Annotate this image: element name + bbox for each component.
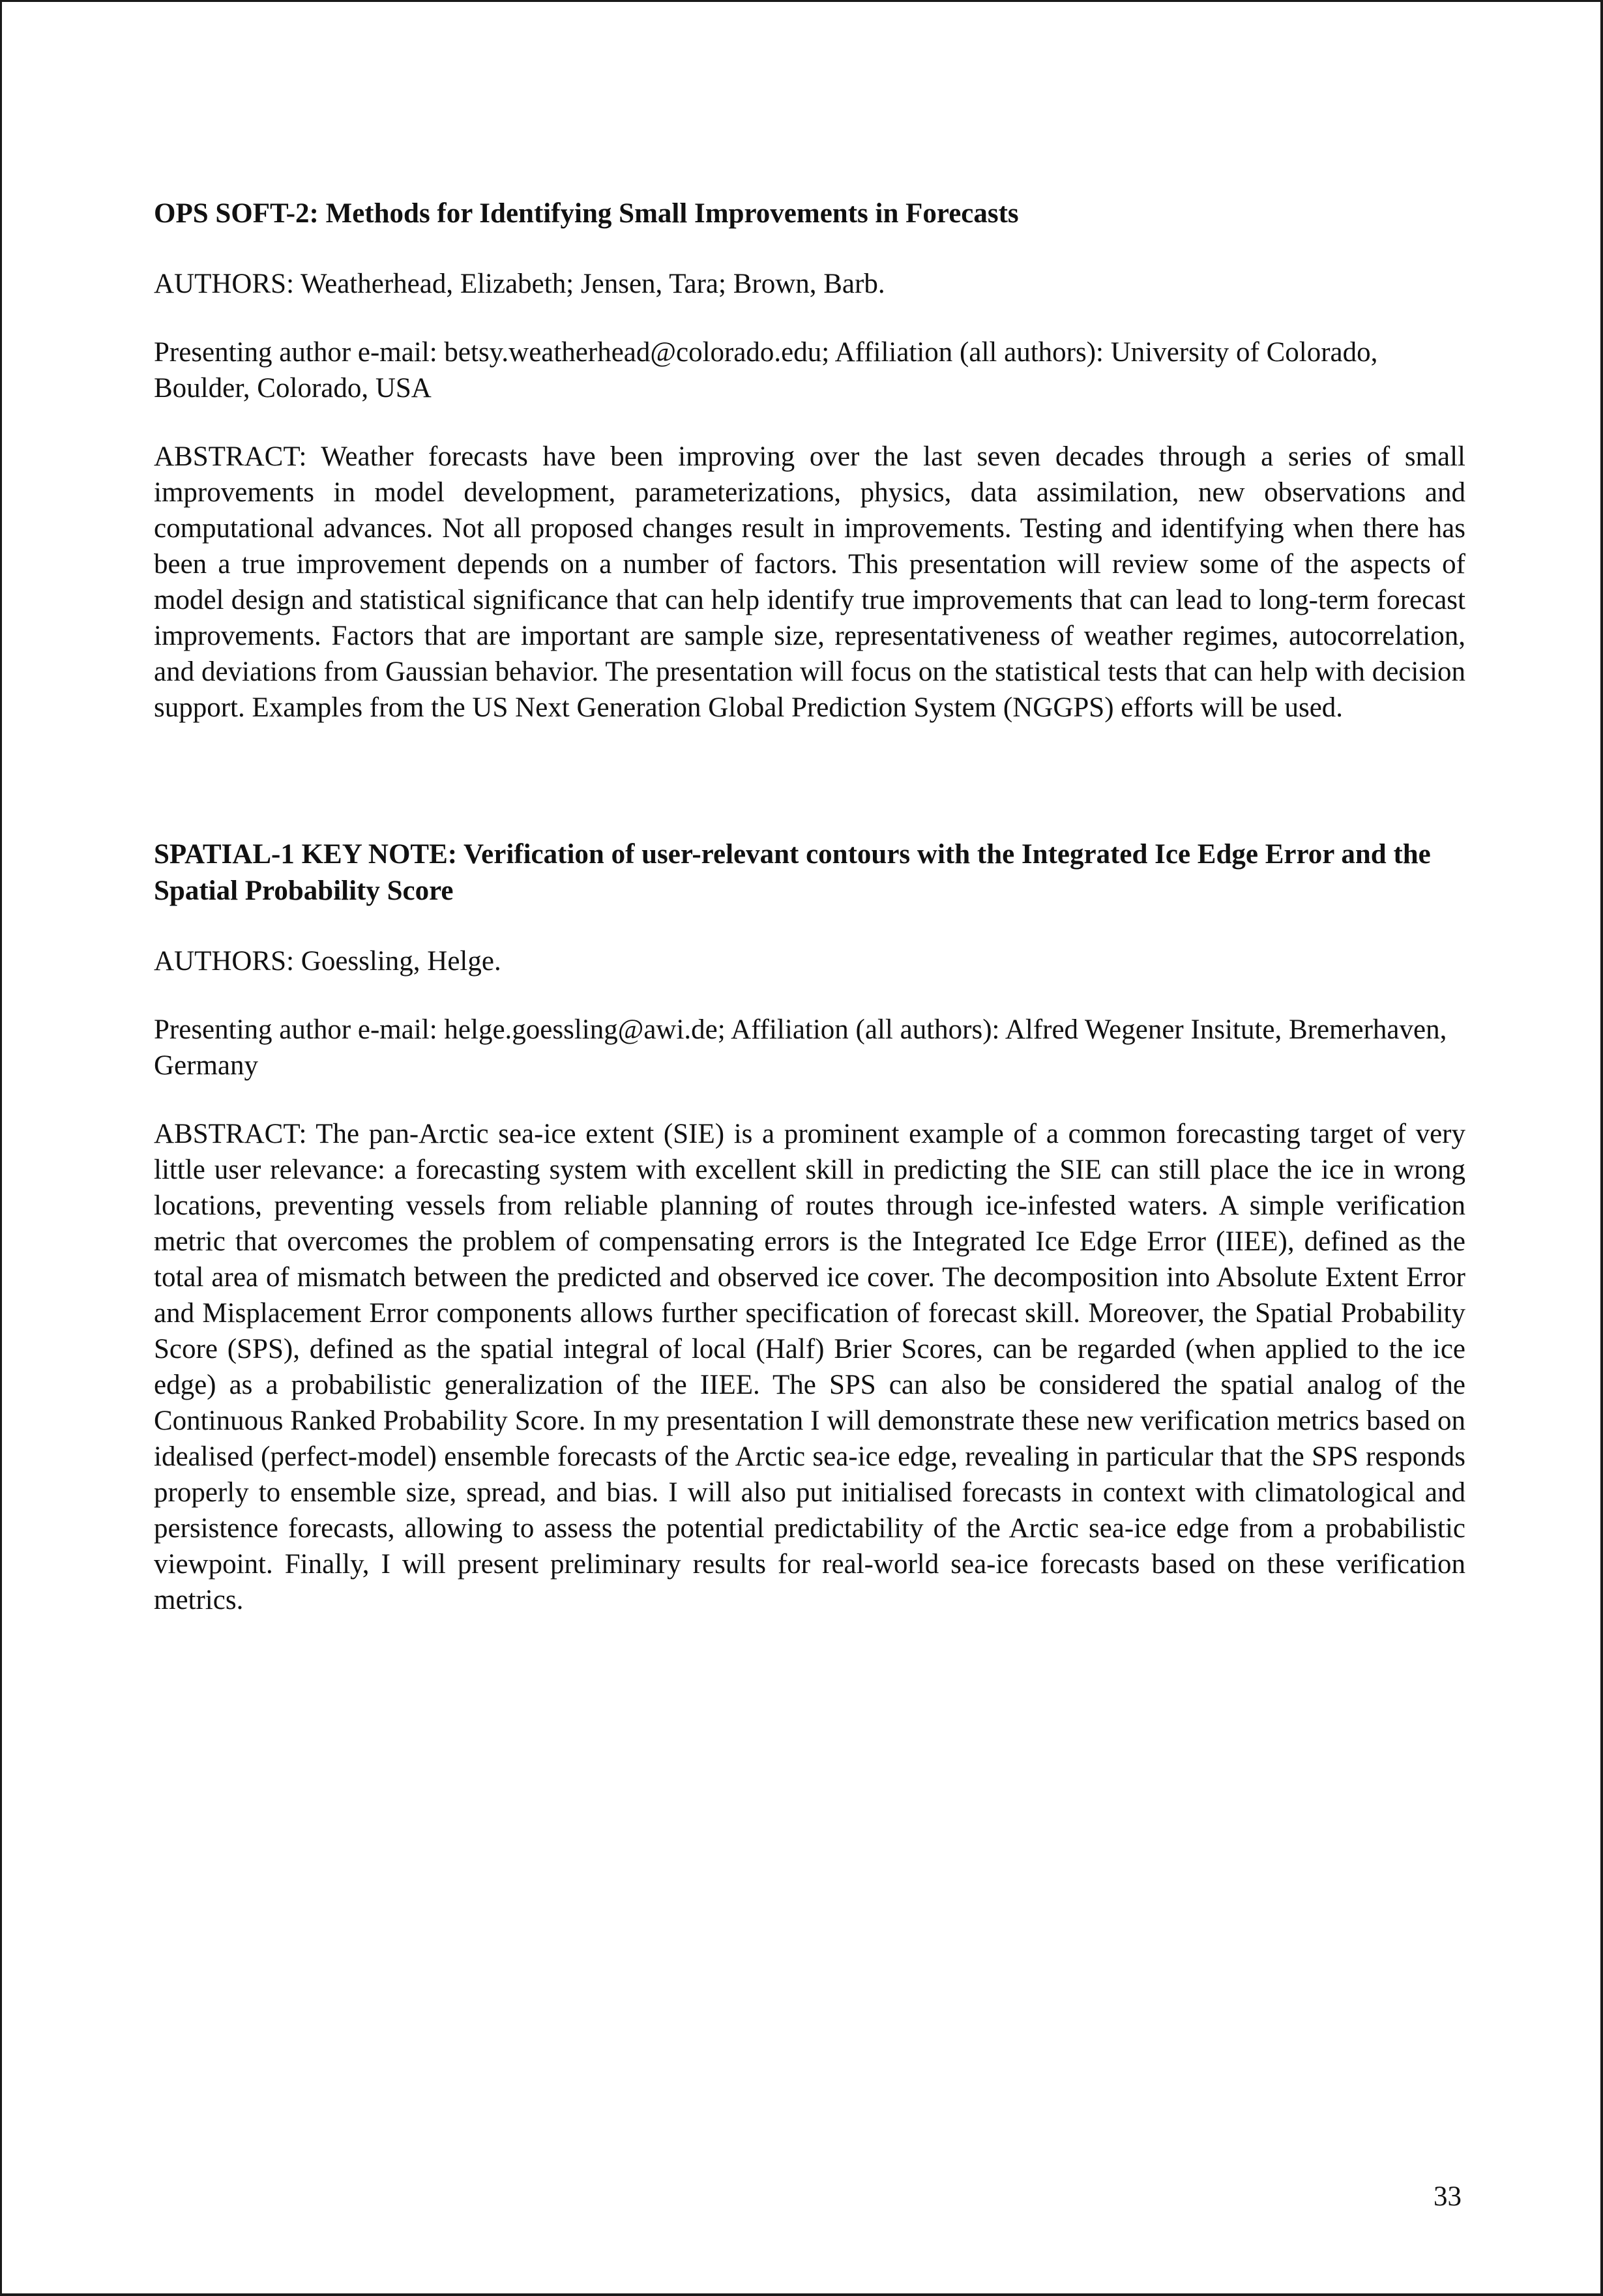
entry-title: SPATIAL-1 KEY NOTE: Verification of user-relevant contours with the Integrated Ice Edge Error and the Spatial Probability Score — [154, 839, 1431, 906]
entry-abstract: ABSTRACT: The pan-Arctic sea-ice extent (SIE) is a prominent example of a common forecasting target of very little user relevance: a forecasting system with excellent skill in predicting the SIE can still place the ice in wrong locations, preventing vessels from reliable planning of routes through ice-infested waters. A simple verification metric that overcomes the problem of compensating errors is the Integrated Ice Edge Error (IIEE), defined as the total area of mismatch between the predicted and observed ice cover. The decomposition into Absolute Extent Error and Misplacement Error components allows further specification of forecast skill. Moreover, the Spatial Probability Score (SPS), defined as the spatial integral of local (Half) Brier Scores, can be regarded (when applied to the ice edge) as a probabilistic generalization of the IIEE. The SPS can also be considered the spatial analog of the Continuous Ranked Probability Score. In my presentation I will demonstrate these new verification metrics based on idealised (perfect-model) ensemble forecasts of the Arctic sea-ice edge, revealing in particular that the SPS responds properly to ensemble size, spread, and bias. I will also put initialised forecasts in context with climatological and persistence forecasts, allowing to assess the potential predictability of the Arctic sea-ice edge from a probabilistic viewpoint. Finally, I will present preliminary results for real-world sea-ice forecasts based on these verification metrics. — [154, 1119, 1465, 1615]
entry-contact: Presenting author e-mail: helge.goessling@awi.de; Affiliation (all authors): Alfred Wegener Insitute, Bremerhaven, Germany — [154, 1014, 1447, 1081]
entry-contact: Presenting author e-mail: betsy.weatherhead@colorado.edu; Affiliation (all authors): University of Colorado, Boulder, Colorado, USA — [154, 337, 1378, 404]
entry-authors: AUTHORS: Weatherhead, Elizabeth; Jensen, Tara; Brown, Barb. — [154, 269, 885, 299]
abstract-entry-spatial-1 — [154, 836, 1465, 1618]
page-number: 33 — [1434, 2181, 1462, 2212]
entry-title: OPS SOFT-2: Methods for Identifying Small Improvements in Forecasts — [154, 198, 1019, 229]
entry-authors: AUTHORS: Goessling, Helge. — [154, 946, 501, 977]
document-body — [154, 196, 1465, 1618]
abstract-entry-ops-soft-2 — [154, 196, 1465, 726]
entry-abstract: ABSTRACT: Weather forecasts have been improving over the last seven decades through a series of small improvements in model development, parameterizations, physics, data assimilation, new observations and computational advances. Not all proposed changes result in improvements. Testing and identifying when there has been a true improvement depends on a number of factors. This presentation will review some of the aspects of model design and statistical significance that can help identify true improvements that can lead to long-term forecast improvements. Factors that are important are sample size, representativeness of weather regimes, autocorrelation, and deviations from Gaussian behavior. The presentation will focus on the statistical tests that can help with decision support. Examples from the US Next Generation Global Prediction System (NGGPS) efforts will be used. — [154, 441, 1465, 723]
